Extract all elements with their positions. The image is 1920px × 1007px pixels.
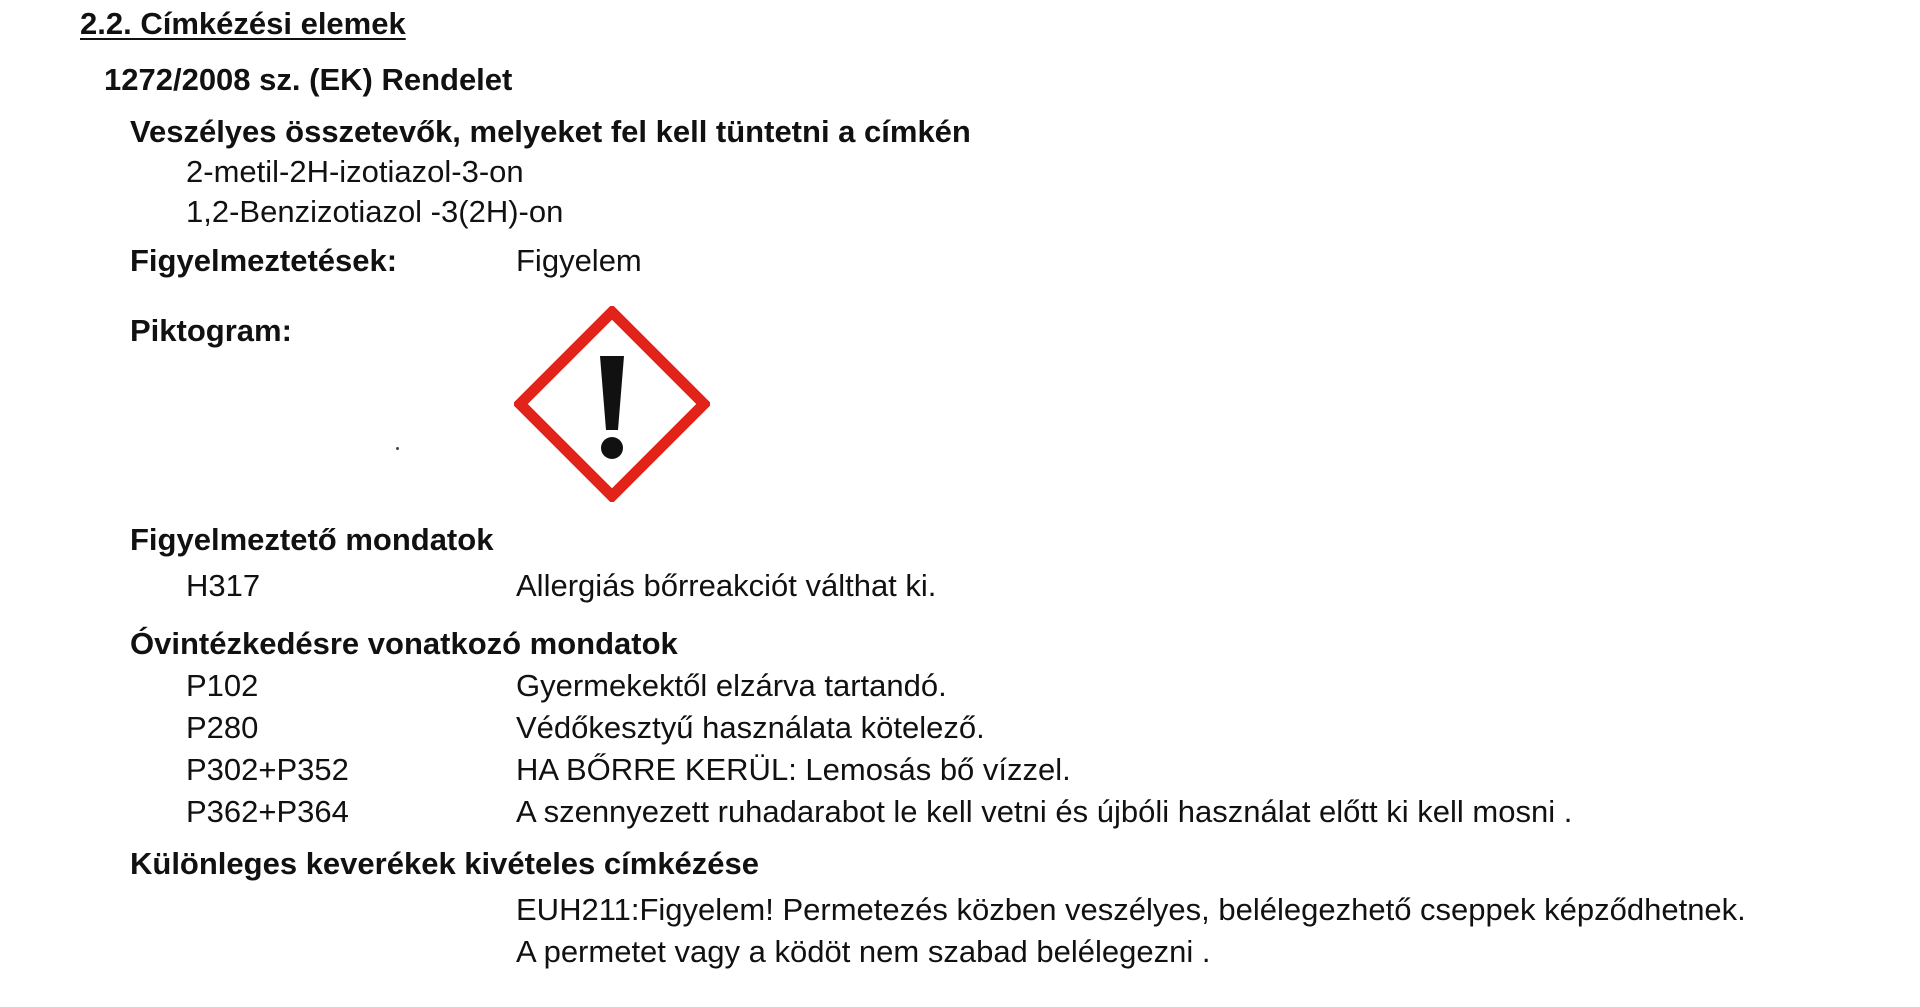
hazard-statements-heading: Figyelmeztető mondatok: [130, 522, 494, 557]
precautionary-statements-heading: Óvintézkedésre vonatkozó mondatok: [130, 626, 678, 661]
precaution-code: P362+P364: [186, 794, 349, 829]
precaution-code: P102: [186, 668, 259, 703]
hazard-text: Allergiás bőrreakciót válthat ki.: [516, 568, 937, 603]
regulation-title: 1272/2008 sz. (EK) Rendelet: [104, 62, 513, 97]
component-item: 1,2-Benzizotiazol -3(2H)-on: [186, 194, 564, 229]
precaution-code: P280: [186, 710, 259, 745]
component-item: 2-metil-2H-izotiazol-3-on: [186, 154, 524, 189]
pictogram-label: Piktogram:: [130, 313, 292, 348]
precaution-text: Gyermekektől elzárva tartandó.: [516, 668, 947, 703]
precaution-text: A szennyezett ruhadarabot le kell vetni és újbóli használat előtt ki kell mosni .: [516, 794, 1573, 829]
stray-dot: [396, 447, 399, 450]
signal-word-value: Figyelem: [516, 243, 642, 278]
special-labelling-line: A permetet vagy a ködöt nem szabad belélegezni .: [516, 934, 1211, 969]
precaution-text: HA BŐRRE KERÜL: Lemosás bő vízzel.: [516, 752, 1071, 787]
special-labelling-line: EUH211:Figyelem! Permetezés közben veszélyes, belélegezhető cseppek képződhetnek.: [516, 892, 1746, 927]
special-labelling-heading: Különleges keverékek kivételes címkézése: [130, 846, 760, 881]
precaution-code: P302+P352: [186, 752, 349, 787]
precaution-text: Védőkesztyű használata kötelező.: [516, 710, 985, 745]
hazard-code: H317: [186, 568, 261, 603]
hazardous-components-heading: Veszélyes összetevők, melyeket fel kell tüntetni a címkén: [130, 114, 971, 149]
signal-word-label: Figyelmeztetések:: [130, 243, 398, 278]
ghs07-exclamation-mark-icon: [514, 306, 710, 502]
section-heading: 2.2. Címkézési elemek: [80, 6, 406, 41]
